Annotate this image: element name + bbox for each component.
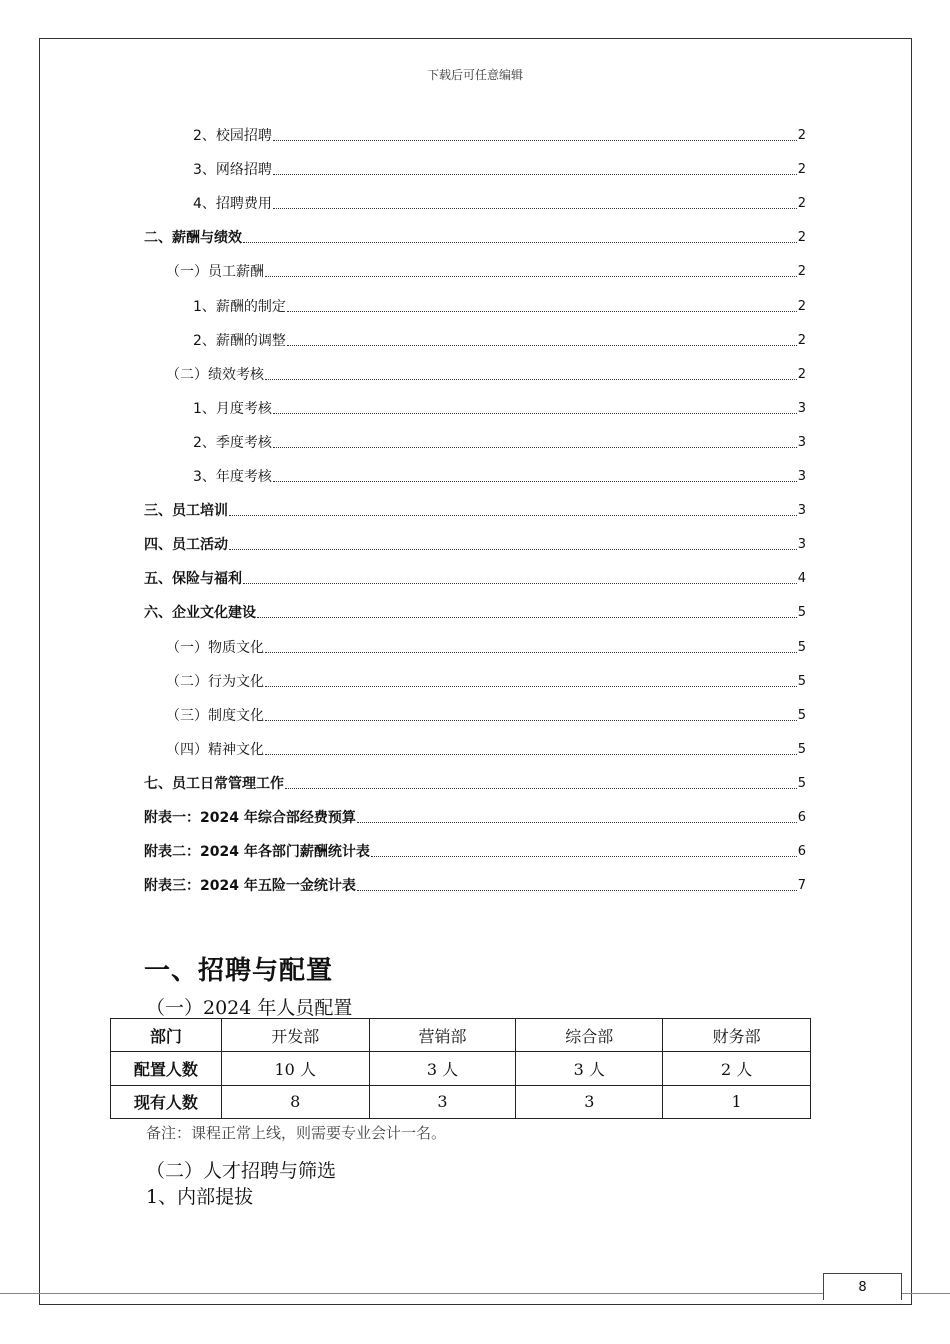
toc-entry-page: 6	[797, 810, 806, 825]
toc-dot-leader	[357, 890, 797, 891]
toc-dot-leader	[265, 379, 797, 380]
toc-entry-page: 2	[797, 366, 806, 382]
toc-entry-title: 1、薪酬的制定	[193, 298, 286, 315]
toc-dot-leader	[265, 686, 797, 687]
subsection-title-recruitment: （二）人才招聘与筛选	[146, 1160, 337, 1182]
toc-entry[interactable]	[193, 398, 806, 420]
table-cell: 3	[369, 1085, 516, 1118]
toc-entry-page: 5	[797, 605, 806, 621]
toc-entry-page: 7	[797, 878, 806, 894]
toc-entry[interactable]	[166, 739, 806, 761]
toc-dot-leader	[265, 720, 797, 721]
toc-entry-page: 5	[797, 639, 806, 655]
toc-entry[interactable]	[144, 875, 806, 897]
toc-entry[interactable]	[193, 296, 806, 318]
toc-dot-leader	[285, 788, 797, 789]
header-note: 下载后可任意编辑	[426, 68, 523, 82]
toc-entry-title: 三、员工培训	[144, 503, 228, 520]
subsection-title-staffing: （一）2024 年人员配置	[146, 997, 353, 1019]
toc-entry[interactable]	[144, 841, 806, 863]
toc-dot-leader	[273, 208, 797, 209]
toc-entry-title: 附表一：2024 年综合部经费预算	[144, 810, 356, 826]
toc-entry-title: 2、季度考核	[193, 434, 272, 451]
toc-entry[interactable]	[193, 125, 806, 147]
table-row-label: 配置人数	[111, 1052, 222, 1085]
toc-entry-page: 2	[797, 230, 806, 246]
section-title: 一、招聘与配置	[144, 956, 334, 986]
table-cell: 8	[221, 1085, 369, 1118]
toc-entry-page: 2	[797, 298, 806, 314]
toc-dot-leader	[265, 276, 797, 277]
toc-dot-leader	[287, 311, 797, 312]
toc-entry-title: （一）物质文化	[166, 639, 264, 656]
toc-entry[interactable]	[166, 671, 806, 693]
toc-entry[interactable]	[193, 330, 806, 352]
toc-entry-page: 3	[797, 469, 806, 484]
toc-dot-leader	[265, 652, 797, 653]
toc-entry-title: 七、员工日常管理工作	[144, 775, 284, 792]
toc-entry[interactable]	[166, 637, 806, 659]
toc-entry[interactable]	[144, 534, 806, 556]
staffing-table	[110, 1018, 811, 1119]
toc-entry-page: 5	[797, 775, 806, 791]
toc-entry-title: 3、年度考核	[193, 469, 272, 485]
toc-entry-page: 5	[797, 707, 806, 723]
toc-entry-title: （一）员工薪酬	[166, 264, 264, 281]
table-header-cell: 财务部	[663, 1019, 811, 1052]
toc-entry-page: 3	[797, 503, 806, 519]
table-cell: 3 人	[369, 1052, 516, 1085]
table-remark: 备注：课程正常上线，则需要专业会计一名。	[146, 1124, 447, 1142]
toc-entry-title: 附表三：2024 年五险一金统计表	[144, 878, 356, 895]
table-cell: 3	[516, 1085, 663, 1118]
toc-entry[interactable]	[144, 773, 806, 795]
table-cell: 2 人	[663, 1052, 811, 1085]
toc-entry-page: 3	[797, 400, 806, 416]
toc-entry-title: 四、员工活动	[144, 537, 228, 554]
toc-entry[interactable]	[144, 807, 806, 829]
toc-entry-title: 附表二：2024 年各部门薪酬统计表	[144, 844, 370, 861]
table-row-label: 现有人数	[111, 1085, 222, 1118]
toc-entry[interactable]	[144, 602, 806, 624]
toc-entry-title: （三）制度文化	[166, 707, 264, 724]
toc-entry-title: 1、月度考核	[193, 400, 272, 417]
toc-entry-page: 2	[797, 162, 806, 178]
table-row	[111, 1052, 811, 1085]
footer-line	[0, 1293, 950, 1294]
toc-entry-title: 4、招聘费用	[193, 196, 272, 213]
table-cell: 3 人	[516, 1052, 663, 1085]
page-number: 8	[823, 1273, 902, 1300]
toc-entry[interactable]	[144, 568, 806, 590]
toc-entry-title: 3、网络招聘	[193, 162, 272, 179]
table-row	[111, 1085, 811, 1118]
subsection-title-internal: 1、内部提拔	[146, 1186, 254, 1208]
table-header-cell: 开发部	[221, 1019, 369, 1052]
toc-entry[interactable]	[144, 500, 806, 522]
toc-entry-title: 2、薪酬的调整	[193, 332, 286, 349]
toc-dot-leader	[273, 447, 797, 448]
toc-entry-title: （四）精神文化	[166, 741, 264, 758]
toc-entry-title: 六、企业文化建设	[144, 605, 256, 622]
toc-dot-leader	[229, 549, 797, 550]
toc-entry[interactable]	[193, 432, 806, 454]
toc-dot-leader	[257, 617, 797, 618]
toc-dot-leader	[287, 345, 797, 346]
toc-dot-leader	[273, 481, 797, 482]
table-header-cell: 营销部	[369, 1019, 516, 1052]
toc-entry[interactable]	[166, 705, 806, 727]
toc-entry[interactable]	[166, 261, 806, 283]
toc-dot-leader	[229, 515, 797, 516]
table-cell: 1	[663, 1085, 811, 1118]
toc-dot-leader	[273, 413, 797, 414]
toc-entry-title: 五、保险与福利	[144, 571, 242, 588]
toc-dot-leader	[243, 583, 797, 584]
toc-entry-page: 4	[797, 571, 806, 587]
toc-dot-leader	[273, 174, 797, 175]
toc-entry-page: 2	[797, 128, 806, 143]
toc-entry-page: 3	[797, 434, 806, 450]
toc-entry[interactable]	[166, 364, 806, 386]
toc-entry[interactable]	[193, 466, 806, 488]
toc-entry[interactable]	[144, 227, 806, 249]
toc-dot-leader	[243, 242, 797, 243]
toc-entry-title: 2、校园招聘	[193, 128, 272, 144]
toc-entry-page: 5	[797, 673, 806, 689]
toc-entry-page: 5	[797, 741, 806, 757]
toc-entry[interactable]	[193, 193, 806, 215]
toc-entry-page: 3	[797, 537, 806, 553]
toc-entry-page: 2	[797, 332, 806, 348]
toc-entry-title: 二、薪酬与绩效	[144, 230, 242, 247]
toc-dot-leader	[357, 822, 797, 823]
table-cell: 10 人	[221, 1052, 369, 1085]
toc-entry-page: 2	[797, 264, 806, 280]
toc-entry-title: （二）绩效考核	[166, 366, 264, 383]
table-header-row	[111, 1019, 811, 1052]
toc-entry-title: （二）行为文化	[166, 673, 264, 690]
table-header-cell: 部门	[111, 1019, 222, 1052]
toc-entry-page: 6	[797, 844, 806, 860]
toc-dot-leader	[273, 140, 797, 141]
toc-dot-leader	[265, 754, 797, 755]
toc-entry[interactable]	[193, 159, 806, 181]
toc-dot-leader	[371, 856, 797, 857]
toc-entry-page: 2	[797, 196, 806, 212]
table-header-cell: 综合部	[516, 1019, 663, 1052]
